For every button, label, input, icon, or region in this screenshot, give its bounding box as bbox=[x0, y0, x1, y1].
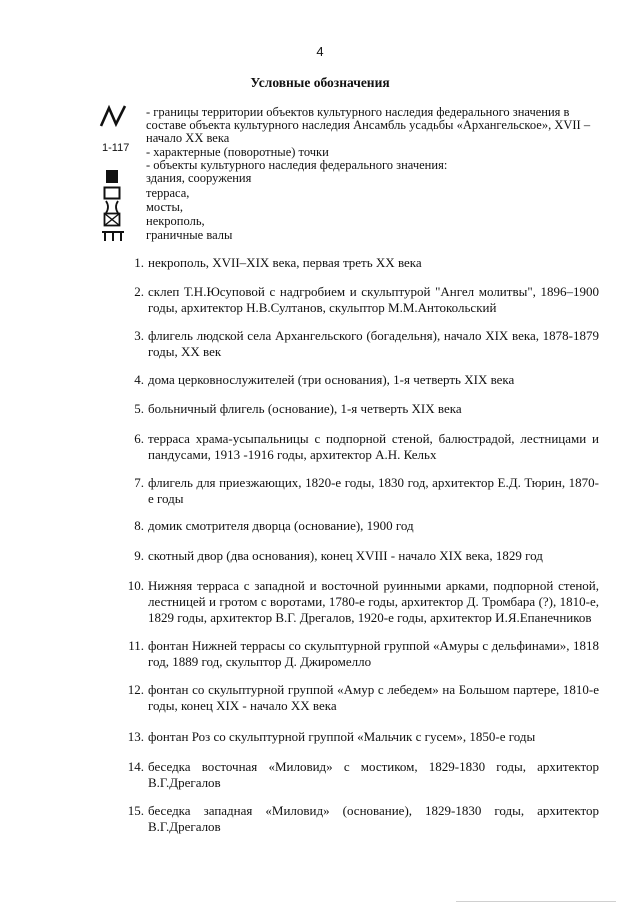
necropolis-symbol-icon bbox=[103, 212, 121, 227]
item-text: Нижняя терраса с западной и восточной руинными арками, подпорной стеной, лестницей и гротом с воротами, 1780-е годы, архитектор Д. Тромбара (?), 1810-е, 1829 годы, архитектор В.Г. Дрегалов, 1920-е годы, архитектор И.Я.Епанечников bbox=[148, 578, 599, 625]
item-number: 13. bbox=[127, 729, 144, 744]
scan-edge-divider bbox=[456, 901, 616, 902]
legend-bridges-text: мосты, bbox=[146, 200, 184, 214]
terrace-symbol-icon bbox=[103, 186, 121, 200]
legend-points-text: - характерные (поворотные) точки bbox=[146, 145, 329, 159]
legend-terrace-text: терраса, bbox=[146, 186, 190, 200]
item-number: 14. bbox=[127, 759, 144, 774]
item-number: 1. bbox=[134, 255, 144, 270]
legend-ramparts-text: граничные валы bbox=[146, 228, 233, 242]
item-number: 12. bbox=[127, 682, 144, 697]
item-text: некрополь, XVII–XIX века, первая треть XX века bbox=[148, 255, 422, 270]
item-text: больничный флигель (основание), 1-я четверть XIX века bbox=[148, 401, 462, 416]
item-text: склеп Т.Н.Юсуповой с надгробием и скульптурой "Ангел молитвы", 1896–1900 годы, архитектор Н.В.Султанов, скульптор М.М.Антокольский bbox=[148, 284, 599, 315]
item-number: 4. bbox=[134, 372, 144, 387]
page-number: 4 bbox=[316, 44, 324, 59]
item-text: фонтан Роз со скульптурной группой «Мальчик с гусем», 1850-е годы bbox=[148, 729, 536, 744]
building-symbol-icon bbox=[106, 170, 118, 183]
item-number: 5. bbox=[134, 401, 144, 416]
item-text: домик смотрителя дворца (основание), 1900 год bbox=[148, 518, 414, 533]
item-text: терраса храма-усыпальницы с подпорной стеной, балюстрадой, лестницами и пандусами, 1913 -1916 годы, архитектор А.Н. Кельх bbox=[148, 431, 599, 462]
legend-boundary-text: - границы территории объектов культурного наследия федерального значения в составе объекта культурного наследия Ансамбль усадьбы «Архангельское», XVII – начало XX века bbox=[146, 105, 591, 145]
item-text: фонтан Нижней террасы со скульптурной группой «Амуры с дельфинами», 1818 год, 1889 год, скульптор Д. Джиромелло bbox=[148, 638, 599, 669]
legend-necropolis-text: некрополь, bbox=[146, 214, 205, 228]
item-text: беседка восточная «Миловид» с мостиком, 1829-1830 годы, архитектор В.Г.Дрегалов bbox=[148, 759, 599, 790]
item-number: 11. bbox=[128, 638, 144, 653]
item-text: флигель для приезжающих, 1820-е годы, 1830 год, архитектор Е.Д. Тюрин, 1870-е годы bbox=[148, 475, 599, 506]
boundary-line-icon bbox=[99, 104, 127, 128]
item-text: фонтан со скульптурной группой «Амур с лебедем» на Большом партере, 1810-е годы, конец XIX - начало XX века bbox=[148, 682, 599, 713]
item-text: дома церковнослужителей (три основания), 1-я четверть XIX века bbox=[148, 372, 515, 387]
points-code-label: 1-117 bbox=[102, 142, 130, 154]
item-text: флигель людской села Архангельского (богадельня), начало XIX века, 1878-1879 годы, XX век bbox=[148, 328, 599, 359]
item-number: 10. bbox=[127, 578, 144, 593]
legend-objects-header: - объекты культурного наследия федерального значения: bbox=[146, 158, 448, 172]
item-number: 6. bbox=[134, 431, 144, 446]
item-number: 8. bbox=[134, 518, 144, 533]
item-number: 7. bbox=[134, 475, 144, 490]
legend-title: Условные обозначения bbox=[250, 75, 390, 90]
item-number: 2. bbox=[134, 284, 144, 299]
item-text: беседка западная «Миловид» (основание), 1829-1830 годы, архитектор В.Г.Дрегалов bbox=[148, 803, 599, 834]
item-number: 15. bbox=[127, 803, 144, 818]
rampart-symbol-icon bbox=[101, 228, 125, 242]
item-number: 9. bbox=[134, 548, 144, 563]
legend-buildings-text: здания, сооружения bbox=[146, 171, 252, 185]
item-number: 3. bbox=[134, 328, 144, 343]
item-text: скотный двор (два основания), конец XVIII - начало XIX века, 1829 год bbox=[148, 548, 543, 563]
